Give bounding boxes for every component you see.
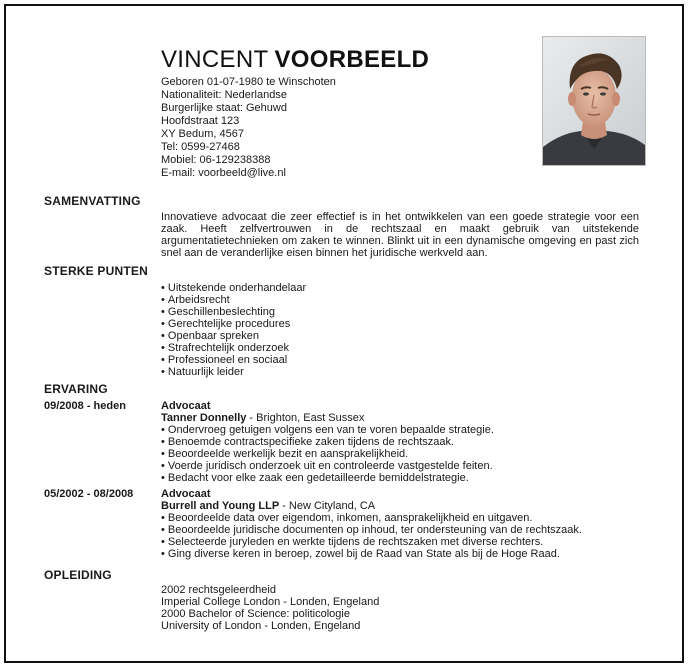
list-item: • Bedacht voor elke zaak een gedetailleerde bemiddelstrategie. xyxy=(161,472,639,484)
email: E-mail: voorbeeld@live.nl xyxy=(161,167,286,179)
list-item: • Geschillenbeslechting xyxy=(161,306,639,318)
job-duties xyxy=(161,512,639,560)
job-title: Advocaat xyxy=(161,488,211,500)
job-entry xyxy=(161,488,639,560)
section-title-summary: SAMENVATTING xyxy=(44,194,141,208)
list-item: • Beoordeelde werkelijk bezit en aansprakelijkheid. xyxy=(161,448,639,460)
last-name: VOORBEELD xyxy=(274,46,430,73)
education-line: University of London - Londen, Engeland xyxy=(161,620,361,632)
list-item: • Selecteerde juryleden en werkte tijdens de rechtszaken met diverse rechters. xyxy=(161,536,639,548)
employer-location: - New Cityland, CA xyxy=(279,500,376,512)
list-item: • Natuurlijk leider xyxy=(161,366,639,378)
education-list xyxy=(161,584,639,632)
mobile: Mobiel: 06-129238388 xyxy=(161,154,271,166)
list-item: • Strafrechtelijk onderzoek xyxy=(161,342,639,354)
job-title: Advocaat xyxy=(161,400,211,412)
summary-text: Innovatieve advocaat die zeer effectief is in het ontwikkelen van een goede strategie voor een zaak. Heeft zelfvertrouwen in de rechtszaal en maakt gebruik van uitstekende argumentatietechnieken om zaken te winnen. Blinkt uit in een dynamische omgeving en past zich snel aan de veranderlijke eisen binnen het juridische werkveld aan. xyxy=(161,211,639,259)
list-item: • Openbaar spreken xyxy=(161,330,639,342)
postal-city: XY Bedum, 4567 xyxy=(161,128,244,140)
list-item: • Uitstekende onderhandelaar xyxy=(161,282,639,294)
marital-status: Burgerlijke staat: Gehuwd xyxy=(161,102,287,114)
employer-name: Burrell and Young LLP xyxy=(161,500,280,512)
first-name: VINCENT xyxy=(161,46,269,73)
education-line: Imperial College London - Londen, Engeland xyxy=(161,596,380,608)
list-item: • Ondervroeg getuigen volgens een van te voren bepaalde strategie. xyxy=(161,424,639,436)
list-item: • Arbeidsrecht xyxy=(161,294,639,306)
candidate-name xyxy=(161,46,429,74)
section-title-education: OPLEIDING xyxy=(44,568,112,582)
phone: Tel: 0599-27468 xyxy=(161,141,240,153)
employer-line xyxy=(161,412,639,424)
job-period: 09/2008 - heden xyxy=(44,400,126,412)
birth-info: Geboren 01-07-1980 te Winschoten xyxy=(161,76,336,88)
list-item: • Beoordeelde juridische documenten op inhoud, ter ondersteuning van de rechtszaak. xyxy=(161,524,639,536)
street-address: Hoofdstraat 123 xyxy=(161,115,240,127)
job-entry xyxy=(161,400,639,484)
resume-page xyxy=(4,4,684,663)
employer-location: - Brighton, East Sussex xyxy=(246,412,365,424)
list-item: • Gerechtelijke procedures xyxy=(161,318,639,330)
job-period: 05/2002 - 08/2008 xyxy=(44,488,134,500)
list-item: • Beoordeelde data over eigendom, inkomen, aansprakelijkheid en uitgaven. xyxy=(161,512,639,524)
list-item: • Ging diverse keren in beroep, zowel bij de Raad van State als bij de Hoge Raad. xyxy=(161,548,639,560)
list-item: • Professioneel en sociaal xyxy=(161,354,639,366)
strengths-list xyxy=(161,282,639,378)
nationality: Nationaliteit: Nederlandse xyxy=(161,89,287,101)
section-title-experience: ERVARING xyxy=(44,382,108,396)
education-line: 2000 Bachelor of Science: politicologie xyxy=(161,608,350,620)
section-title-strengths: STERKE PUNTEN xyxy=(44,264,148,278)
education-line: 2002 rechtsgeleerdheid xyxy=(161,584,276,596)
contact-details xyxy=(161,76,336,180)
list-item: • Voerde juridisch onderzoek uit en controleerde vastgestelde feiten. xyxy=(161,460,639,472)
job-duties xyxy=(161,424,639,484)
list-item: • Benoemde contractspecifieke zaken tijdens de rechtszaak. xyxy=(161,436,639,448)
profile-photo xyxy=(542,36,646,166)
employer-line xyxy=(161,500,639,512)
employer-name: Tanner Donnelly xyxy=(161,412,247,424)
